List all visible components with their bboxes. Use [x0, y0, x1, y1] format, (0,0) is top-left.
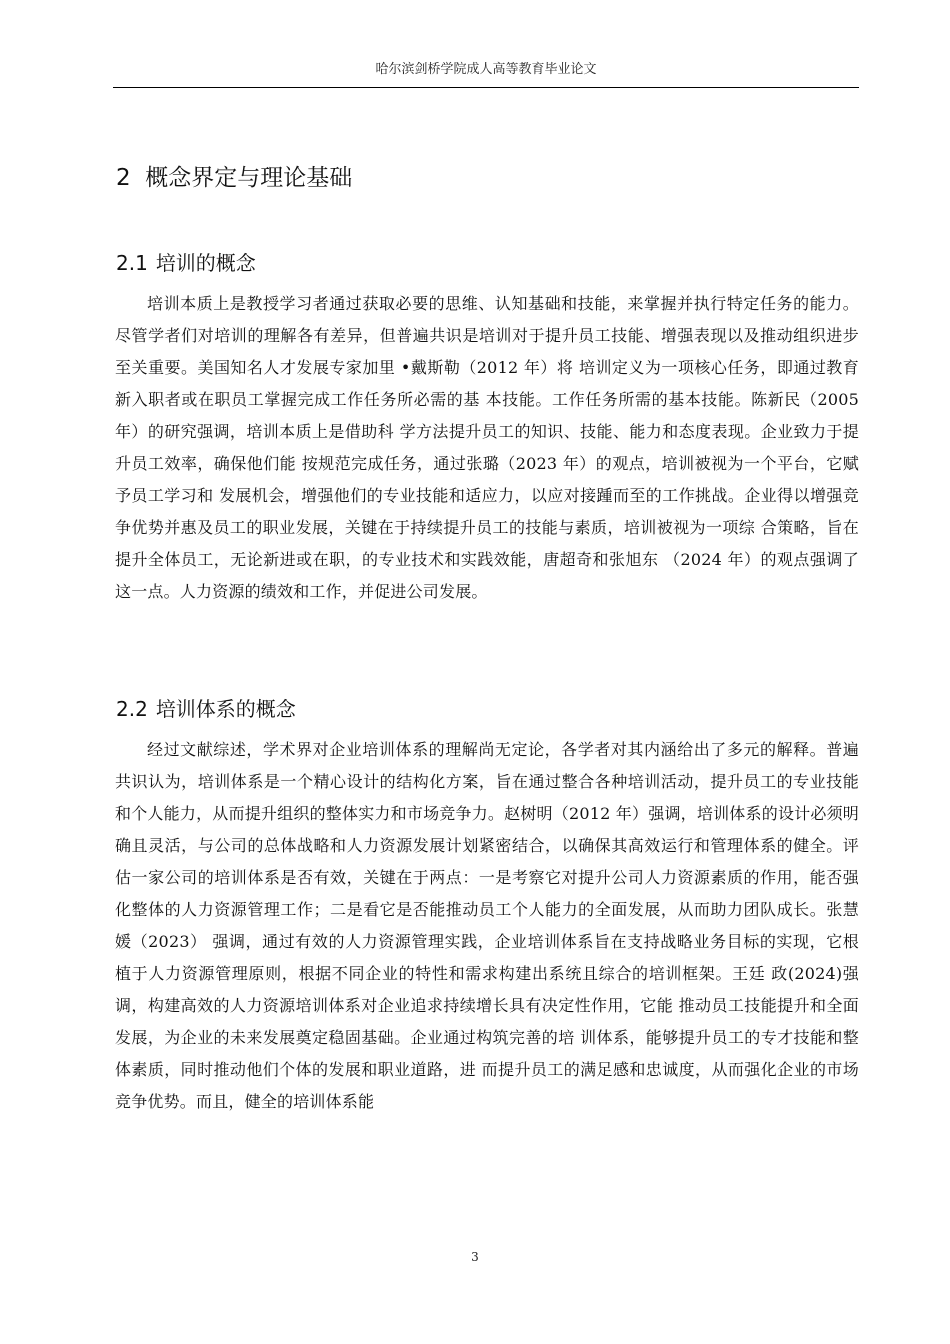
- section-heading-2-2: [116, 693, 296, 725]
- section-heading-2-1: [116, 247, 256, 279]
- section-2-2-paragraph: 经过文献综述，学术界对企业培训体系的理解尚无定论，各学者对其内涵给出了多元的解释。普遍共识认为，培训体系是一个精心设计的结构化方案，旨在通过整合各种培训活动，提升员工的专业技能和个人能力，从而提升组织的整体实力和市场竞争力。赵树明（2012 年）强调，培训体系的设计必须明确且灵活，与公司的总体战略和人力资源发展计划紧密结合，以确保其高效运行和管理体系的健全。评估一家公司的培训体系是否有效，关键在于两点：一是考察它对提升公司人力资源素质的作用，能否强化整体的人力资源管理工作；二是看它是否能推动员工个人能力的全面发展，从而助力团队成长。张慧媛（2023） 强调，通过有效的人力资源管理实践，企业培训体系旨在支持战略业务目标的实现，它根 植于人力资源管理原则，根据不同企业的特性和需求构建出系统且综合的培训框架。王廷 政(2024)强调，构建高效的人力资源培训体系对企业追求持续增长具有决定性作用，它能 推动员工技能提升和全面发展，为企业的未来发展奠定稳固基础。企业通过构筑完善的培 训体系，能够提升员工的专才技能和整体素质，同时推动他们个体的发展和职业道路，进 而提升员工的满足感和忠诚度，从而强化企业的市场竞争优势。而且，健全的培训体系能: [115, 740, 859, 1111]
- page-header: 哈尔滨剑桥学院成人高等教育毕业论文: [375, 62, 597, 77]
- section-number: 2.2: [116, 697, 148, 721]
- page-number: 3: [471, 1250, 479, 1264]
- section-title-text: 培训的概念: [155, 251, 256, 275]
- section-number: 2.1: [116, 251, 148, 275]
- section-2-1-paragraph: 培训本质上是教授学习者通过获取必要的思维、认知基础和技能，来掌握并执行特定任务的能力。尽管学者们对培训的理解各有差异，但普遍共识是培训对于提升员工技能、增强表现以及推动组织进步至关重要。美国知名人才发展专家加里 •戴斯勒（2012 年）将 培训定义为一项核心任务，即通过教育新入职者或在职员工掌握完成工作任务所必需的基 本技能。工作任务所需的基本技能。陈新民（2005 年）的研究强调，培训本质上是借助科 学方法提升员工的知识、技能、能力和态度表现。企业致力于提升员工效率，确保他们能 按规范完成任务，通过张璐（2023 年）的观点，培训被视为一个平台，它赋予员工学习和 发展机会，增强他们的专业技能和适应力，以应对接踵而至的工作挑战。企业得以增强竞 争优势并惠及员工的职业发展，关键在于持续提升员工的技能与素质，培训被视为一项综 合策略，旨在提升全体员工，无论新进或在职，的专业技术和实践效能，唐超奇和张旭东 （2024 年）的观点强调了这一点。人力资源的绩效和工作，并促进公司发展。: [115, 294, 859, 601]
- chapter-title-text: 概念界定与理论基础: [145, 165, 353, 191]
- header-divider: [113, 87, 859, 88]
- chapter-number: 2: [116, 165, 131, 191]
- section-title-text: 培训体系的概念: [155, 697, 296, 721]
- chapter-title: [116, 160, 352, 196]
